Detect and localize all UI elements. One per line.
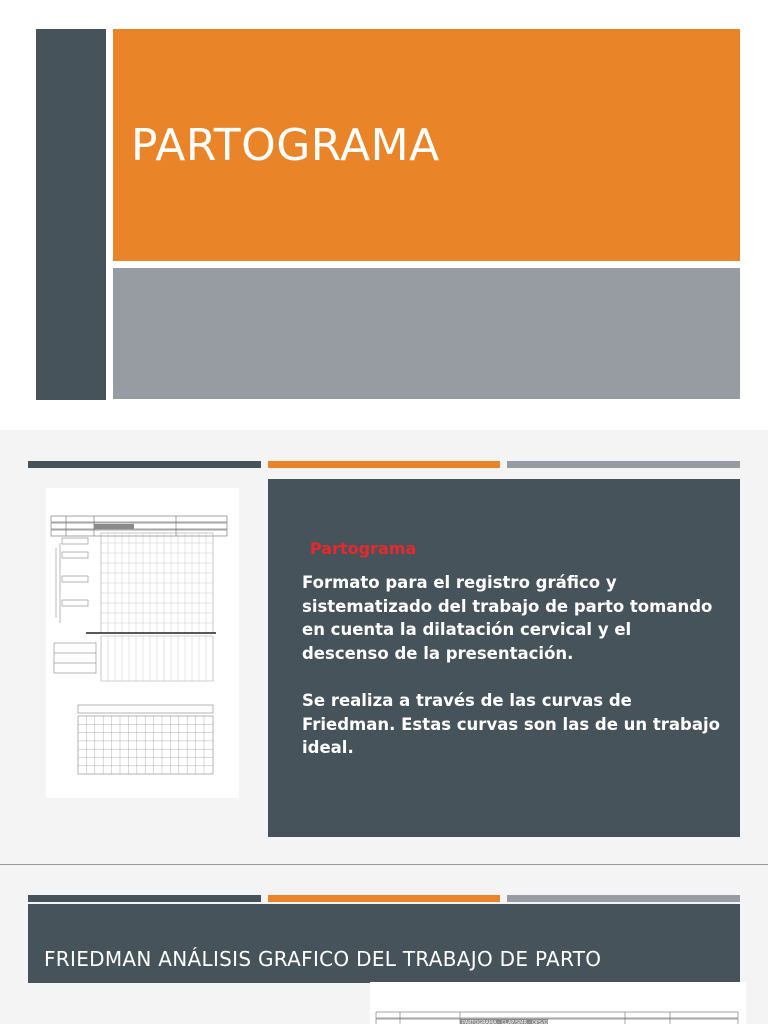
form-header-label: PARTOGRAMA - CLAP/SMR - OPS/OMS	[462, 1020, 556, 1024]
partograma-form-header-drawing	[370, 982, 746, 1024]
partograma-form-image	[46, 488, 239, 798]
header-stripe-orange	[268, 895, 500, 902]
header-stripe-dark	[28, 895, 261, 902]
header-stripe-dark	[28, 461, 261, 468]
friedman-slide	[0, 865, 768, 1024]
content-slide	[0, 430, 768, 865]
friedman-text: Se realiza a través de las curvas de Friedman. Estas curvas son las de un trabajo ideal.	[302, 691, 720, 757]
header-stripe-orange	[268, 461, 500, 468]
friedman-title-banner	[28, 904, 740, 983]
friedman-title: FRIEDMAN ANÁLISIS GRAFICO DEL TRABAJO DE PARTO	[44, 947, 602, 971]
header-stripe-gray	[507, 895, 740, 902]
definition-panel	[268, 479, 740, 837]
partograma-form-drawing	[46, 488, 239, 798]
subtitle-area	[113, 268, 740, 399]
left-accent-bar	[36, 29, 106, 400]
title-slide	[0, 0, 768, 430]
definition-text: Formato para el registro gráfico y sistematizado del trabajo de parto tomando en cuenta la dilatación cervical y el descenso de la presentación.	[302, 573, 713, 663]
slide-title: PARTOGRAMA	[131, 120, 440, 171]
header-stripe-gray	[507, 461, 740, 468]
partograma-form-image	[370, 982, 746, 1024]
definition-heading: Partograma	[310, 539, 417, 558]
